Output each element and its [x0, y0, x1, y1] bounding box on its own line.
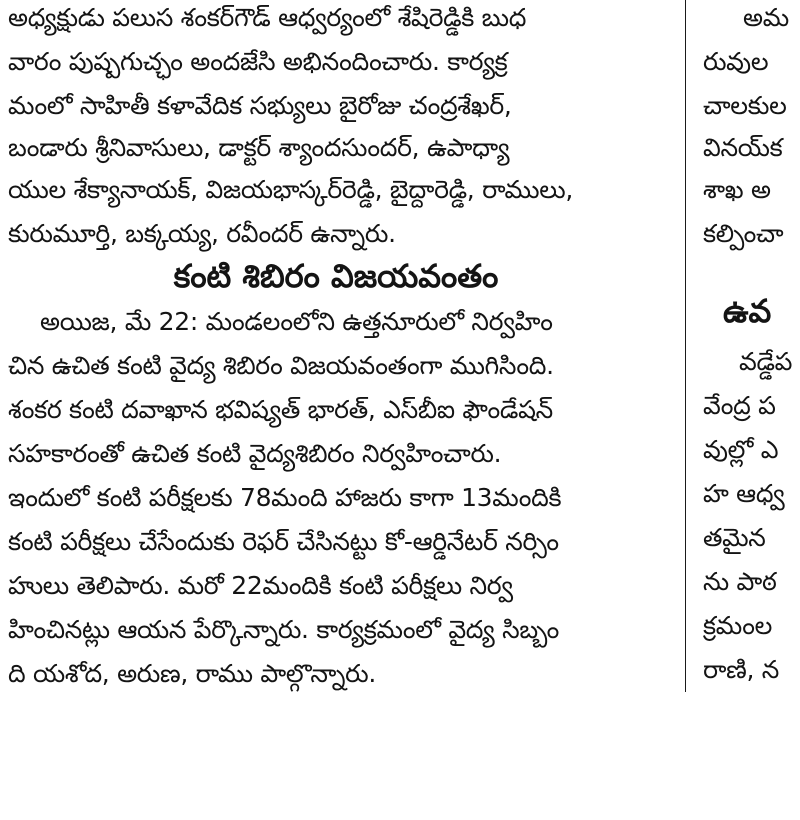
- side-line: శాఖ అ: [703, 175, 771, 204]
- side-line: వినయ్‌క: [703, 133, 783, 162]
- article1-line: యుల శేక్యానాయక్, విజయభాస్కర్‌రెడ్డి, బైద్దారెడ్డి, రాములు,: [8, 175, 573, 204]
- side-line: వుల్లో ఎ: [703, 435, 779, 464]
- side-line: హ ఆధ్వ: [703, 479, 785, 508]
- article2-line: సహకారంతో ఉచిత కంటి వైద్యశిబిరం నిర్వహించారు.: [8, 439, 502, 468]
- article2-line: హించినట్లు ఆయన పేర్కొన్నారు. కార్యక్రమంలో వైద్య సిబ్బం: [8, 615, 560, 644]
- side-line: రాణి, న: [703, 655, 780, 684]
- side-line: వేంద్ర ప: [703, 391, 776, 420]
- side-line: వడ్డేప: [739, 347, 793, 376]
- article2-line: హులు తెలిపారు. మరో 22మందికి కంటి పరీక్షలు నిర్వ: [8, 571, 513, 600]
- column-divider: [685, 0, 686, 692]
- article2-line: అయిజ, మే 22: మండలంలోని ఉత్తనూరులో నిర్వహిం: [40, 307, 553, 336]
- article2-line: ది యశోద, అరుణ, రాము పాల్గొన్నారు.: [8, 659, 376, 688]
- side-line: చాలకుల: [703, 91, 787, 120]
- side-line: రువుల: [703, 47, 769, 76]
- side-headline: ఉవ: [723, 292, 772, 330]
- article1-line: మంలో సాహితీ కళావేదిక సభ్యులు బైరోజు చంద్రశేఖర్,: [8, 91, 512, 120]
- article1-line: కురుమూర్తి, బక్కయ్య, రవీందర్ ఉన్నారు.: [8, 219, 396, 248]
- article1-line: బండారు శ్రీనివాసులు, డాక్టర్ శ్యాందసుందర్, ఉపాధ్యా: [8, 133, 510, 162]
- article2-headline: కంటి శిబిరం విజయవంతం: [173, 257, 499, 295]
- side-line: అమ: [743, 3, 789, 32]
- side-line: కల్పించా: [703, 219, 784, 248]
- article2-line: చిన ఉచిత కంటి వైద్య శిబిరం విజయవంతంగా ముగిసింది.: [8, 351, 554, 380]
- side-column: [703, 0, 800, 692]
- side-line: తమైన: [703, 523, 766, 552]
- article2-line: కంటి పరీక్షలు చేసేందుకు రెఫర్ చేసినట్టు కో-ఆర్డినేటర్ నర్సిం: [8, 527, 559, 556]
- article2-line: ఇందులో కంటి పరీక్షలకు 78మంది హాజరు కాగా 13మందికి: [8, 483, 562, 512]
- side-line: క్రమంల: [703, 611, 773, 640]
- article2-line: శంకర కంటి దవాఖాన భవిష్యత్ భారత్, ఎస్‌బీఐ ఫౌండేషన్: [8, 395, 553, 424]
- article1-line: అధ్యక్షుడు పలుస శంకర్‌గౌడ్ ఆధ్వర్యంలో శేషిరెడ్డికి బుధ: [8, 3, 527, 32]
- side-line: ను పాఠ: [703, 567, 777, 596]
- article1-line: వారం పుష్పగుచ్ఛం అందజేసి అభినందించారు. కార్యక్ర: [8, 47, 508, 76]
